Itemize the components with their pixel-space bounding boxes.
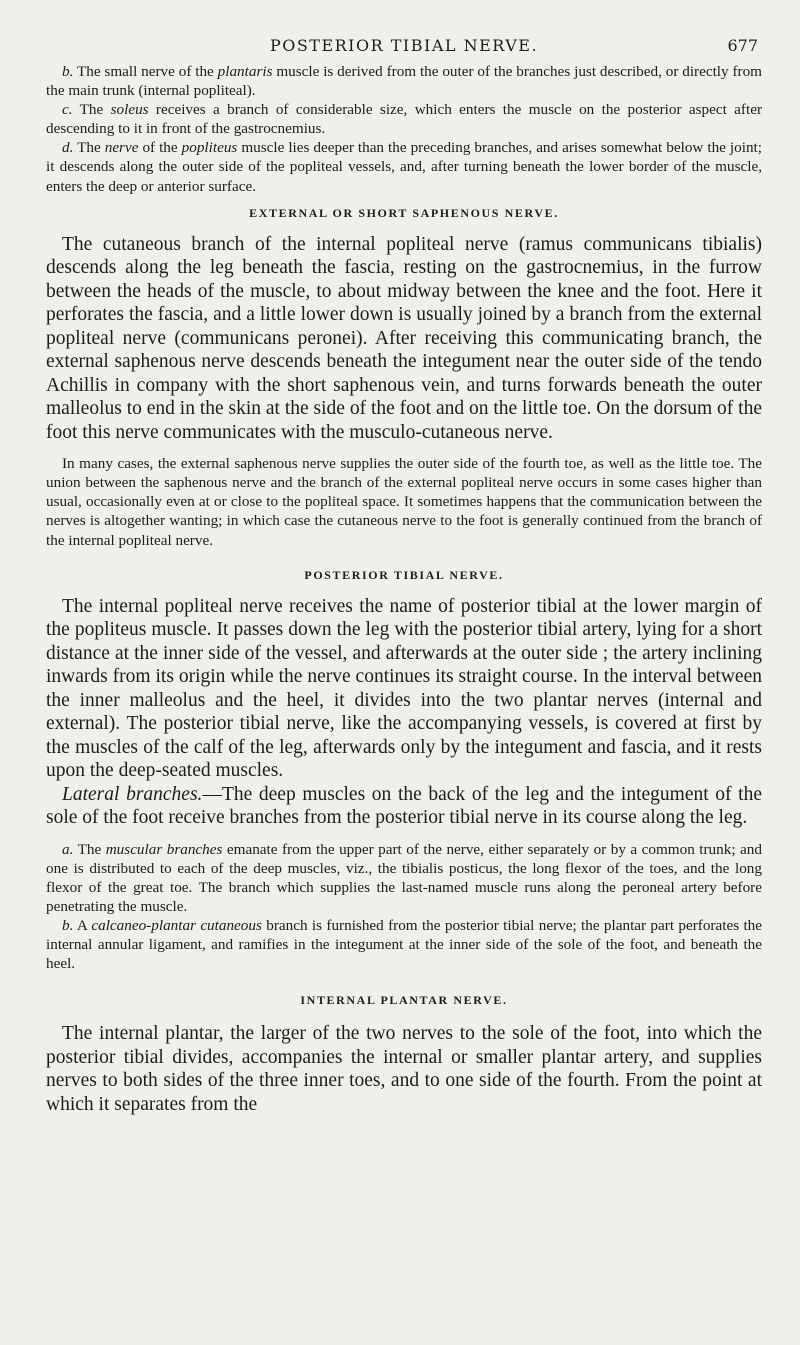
note-text: A xyxy=(73,917,92,934)
note-text: The small nerve of the xyxy=(73,63,218,80)
paragraph-posterior-tibial: The internal popliteal nerve receives the name of posterior tibial at the lower margin of the popliteus muscle. It passes down the leg with the posterior tibial artery, lying for a short distance at the inner side of the vessel, and afterwards at the outer side ; the artery inclining inwards from its origin while the nerve continues its straight course. In the interval between the inner malleolus and the heel, it divides into the two plantar nerves (internal and external). The posterior tibial nerve, like the accompanying vessels, is covered at first by the muscles of the calf of the leg, afterwards only by the integument and fascia, and it rests upon the deep-seated muscles. xyxy=(46,595,762,782)
section-heading-posterior-tibial: POSTERIOR TIBIAL NERVE. xyxy=(304,567,504,582)
note-text: The xyxy=(73,840,106,858)
note-emphasis: nerve xyxy=(104,139,139,157)
paragraph-lateral-branches xyxy=(46,783,762,830)
lateral-branches-text: —The deep muscles on the back of the leg and the integument of the sole of the foot receive branches from the posterior tibial nerve in its course along the leg. xyxy=(46,783,762,829)
note-label: d. xyxy=(62,139,74,157)
note-external-saphenous: In many cases, the external saphenous nerve supplies the outer side of the fourth toe, as well as the little toe. The union between the saphenous nerve and the branch of the external popliteal nerve occurs in some cases higher than usual, occasionally even at or close to the popliteal space. It sometimes happens that the communication between the nerves is altogether wanting; in which case the cutaneous nerve to the foot is generally continued from the branch of the internal popliteal nerve. xyxy=(46,455,762,549)
note-text: The xyxy=(73,139,105,157)
paragraph-external-saphenous: The cutaneous branch of the internal popliteal nerve (ramus communicans tibialis) descends along the leg beneath the fascia, resting on the gastrocnemius, in the furrow between the heads of the muscle, to about midway between the knee and the foot. Here it perforates the fascia, and a little lower down is usually joined by a branch from the external popliteal nerve (communicans peronei). After receiving this communicating branch, the external saphenous nerve descends beneath the integument near the outer side of the tendo Achillis in company with the short saphenous vein, and turns forwards beneath the outer malleolus to end in the skin at the side of the foot and on the little toe. On the dorsum of the foot this nerve communicates with the musculo-cutaneous nerve. xyxy=(46,233,762,443)
note-label: b. xyxy=(62,63,74,80)
note-label: a. xyxy=(62,840,74,858)
note-emphasis: plantaris xyxy=(217,63,273,80)
note-soleus xyxy=(46,100,762,138)
note-text: of the xyxy=(138,139,182,157)
note-label: b. xyxy=(62,917,74,934)
note-plantaris xyxy=(46,62,762,100)
note-calcaneo-plantar xyxy=(46,916,762,973)
note-emphasis: popliteus xyxy=(181,139,238,157)
note-text: muscle is derived from the outer of the branches just described, or directly from the main trunk (internal popliteal). xyxy=(46,63,762,100)
running-title: POSTERIOR TIBIAL NERVE. xyxy=(269,36,539,55)
note-popliteus xyxy=(46,138,762,195)
section-heading-external-saphenous: EXTERNAL OR SHORT SAPHENOUS NERVE. xyxy=(249,205,559,220)
note-text: emanate from the upper part of the nerve, either separately or by a common trunk; and one is distributed to each of the deep muscles, viz., the tibialis posticus, the long flexor of the toes, and the long flexor of the great toe. The branch which supplies the last-named muscle runs along the peroneal artery before penetrating the muscle. xyxy=(46,840,762,915)
page-header xyxy=(46,28,762,62)
paragraph-internal-plantar: The internal plantar, the larger of the two nerves to the sole of the foot, into which the posterior tibial divides, accompanies the internal or smaller plantar artery, and supplies nerves to both sides of the three inner toes, and to one side of the fourth. From the point at which it separates from the xyxy=(46,1023,762,1115)
note-text: receives a branch of considerable size, which enters the muscle on the posterior aspect after descending to it in front of the gastrocnemius. xyxy=(46,101,762,138)
note-emphasis: muscular branches xyxy=(105,840,223,858)
lateral-branches-label: Lateral branches. xyxy=(62,783,203,805)
note-text: branch is furnished from the posterior tibial nerve; the plantar part perforates the internal annular ligament, and ramifies in the integument at the inner side of the sole of the foot, and beneath the heel. xyxy=(46,917,762,973)
note-muscular-branches xyxy=(46,840,762,916)
note-text: The xyxy=(72,101,111,119)
section-heading-internal-plantar: INTERNAL PLANTAR NERVE. xyxy=(300,993,508,1008)
note-label: c. xyxy=(62,101,73,119)
page-number: 677 xyxy=(727,36,758,55)
note-text: muscle lies deeper than the preceding branches, and arises somewhat below the joint; it descends along the outer side of the popliteal vessels, and, after turning beneath the lower border of the muscle, enters the deep or anterior surface. xyxy=(46,139,762,195)
note-emphasis: soleus xyxy=(110,101,149,119)
note-emphasis: calcaneo-plantar cutaneous xyxy=(91,917,262,934)
